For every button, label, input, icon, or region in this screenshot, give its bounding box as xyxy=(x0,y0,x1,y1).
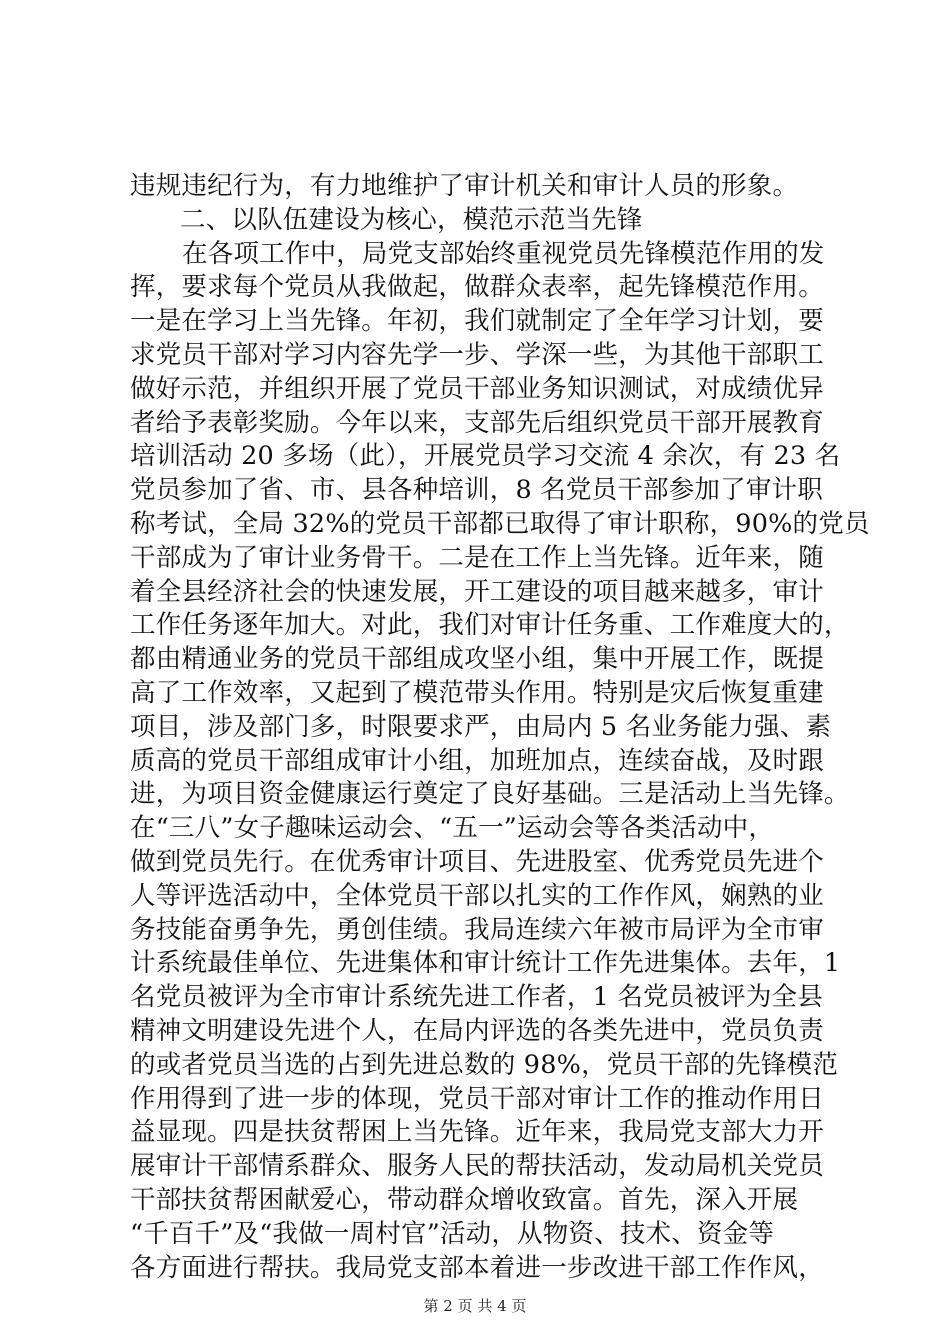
text-line: 求党员干部对学习内容先学一步、学深一些，为其他干部职工 xyxy=(130,339,824,370)
text-line: 党员参加了省、市、县各种培训，8 名党员干部参加了审计职 xyxy=(130,475,823,506)
text-line: 高了工作效率，又起到了模范带头作用。特别是灾后恢复重建 xyxy=(130,677,824,708)
text-line: 干部扶贫帮困献爱心，带动群众增收致富。首先，深入开展 xyxy=(130,1184,799,1215)
text-line: 挥，要求每个党员从我做起，做群众表率，起先锋模范作用。 xyxy=(130,272,824,303)
section-heading: 二、以队伍建设为核心，模范示范当先锋 xyxy=(180,204,643,235)
text-line: 者给予表彰奖励。今年以来，支部先后组织党员干部开展教育 xyxy=(130,407,824,438)
text-line: 的或者党员当选的占到先进总数的 98%，党员干部的先锋模范 xyxy=(130,1049,839,1080)
text-line: 益显现。四是扶贫帮困上当先锋。近年来，我局党支部大力开 xyxy=(130,1117,824,1148)
text-line: 一是在学习上当先锋。年初，我们就制定了全年学习计划，要 xyxy=(130,306,824,337)
paragraph-first-line: 在各项工作中，局党支部始终重视党员先锋模范作用的发 xyxy=(182,238,825,269)
text-line: 展审计干部情系群众、服务人民的帮扶活动，发动局机关党员 xyxy=(130,1151,824,1182)
text-line: 培训活动 20 多场（此），开展党员学习交流 4 余次，有 23 名 xyxy=(130,441,841,472)
text-line: 在“三八”女子趣味运动会、“五一”运动会等各类活动中， xyxy=(130,813,775,844)
text-line: 做好示范，并组织开展了党员干部业务知识测试，对成绩优异 xyxy=(130,373,824,404)
text-line: 作用得到了进一步的体现，党员干部对审计工作的推动作用日 xyxy=(130,1083,824,1114)
text-line: 项目，涉及部门多，时限要求严，由局内 5 名业务能力强、素 xyxy=(130,711,832,742)
text-line: 违规违纪行为，有力地维护了审计机关和审计人员的形象。 xyxy=(130,171,799,201)
text-line: 务技能奋勇争先，勇创佳绩。我局连续六年被市局评为全市审 xyxy=(130,914,824,945)
text-line: 精神文明建设先进个人，在局内评选的各类先进中，党员负责 xyxy=(130,1015,824,1046)
page-footer xyxy=(0,1296,950,1316)
text-line: 名党员被评为全市审计系统先进工作者，1 名党员被评为全县 xyxy=(130,982,823,1013)
text-line: 做到党员先行。在优秀审计项目、先进股室、优秀党员先进个 xyxy=(130,846,824,877)
text-line: 计系统最佳单位、先进集体和审计统计工作先进集体。去年，1 xyxy=(130,948,841,979)
text-line: 着全县经济社会的快速发展，开工建设的项目越来越多，审计 xyxy=(130,576,824,607)
text-line: “千百千”及“我做一周村官”活动，从物资、技术、资金等 xyxy=(130,1218,775,1249)
text-line: 进，为项目资金健康运行奠定了良好基础。三是活动上当先锋。 xyxy=(130,779,850,810)
body-text xyxy=(130,170,870,1285)
text-line: 都由精通业务的党员干部组成攻坚小组，集中开展工作，既提 xyxy=(130,644,824,675)
text-line: 人等评选活动中，全体党员干部以扎实的工作作风，娴熟的业 xyxy=(130,880,824,911)
text-line: 称考试，全局 32%的党员干部都已取得了审计职称，90%的党员 xyxy=(130,508,870,539)
text-line: 各方面进行帮扶。我局党支部本着进一步改进干部工作作风， xyxy=(130,1252,824,1283)
page-number-label: 第 2 页 共 4 页 xyxy=(423,1297,527,1315)
text-line: 质高的党员干部组成审计小组，加班加点，连续奋战，及时跟 xyxy=(130,745,824,776)
text-line: 工作任务逐年加大。对此，我们对审计任务重、工作难度大的， xyxy=(130,610,850,641)
text-line: 干部成为了审计业务骨干。二是在工作上当先锋。近年来，随 xyxy=(130,542,824,573)
